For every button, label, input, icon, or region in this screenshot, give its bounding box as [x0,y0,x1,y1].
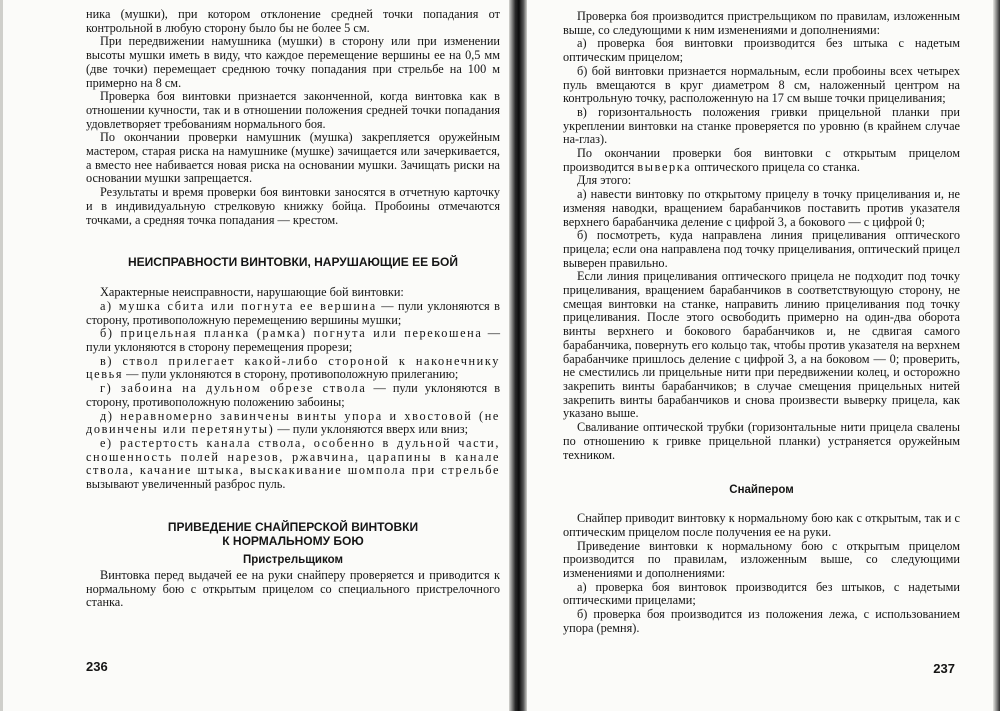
list-item-text: — пули уклоняются в сторону, противоположную положению забоины; [86,381,500,409]
list-item: б) бой винтовки признается нормальным, если пробоины всех четырех пуль вмещаются в круг диаметром 8 см, наложенный центром на контрольную точку, расположенную на 17 см выше точки прицеливания; [563,63,960,106]
paragraph: ника (мушки), при котором отклонение средней точки попадания от контрольной в любую сторону было бы не более 5 см. [86,7,500,35]
spaced-text: е) растертость канала ствола, особенно в дульной части, сношенность полей нарезов, ржавчина, царапины в канале ствола, качание штыка, выскакивание шомпола при стрельбе [86,435,500,478]
right-page [525,0,1000,711]
list-item: а) навести винтовку по открытому прицелу в точку прицеливания и, не изменяя наводки, вращением барабанчиков поставить против указателя верхнего барабанчика деление с цифрой 3, а бокового — с цифрой 0; [563,187,960,229]
list-item [86,327,500,354]
list-item: а) проверка боя винтовок производится без штыков, с надетыми оптическими прицелами; [563,579,960,608]
paragraph-text: оптического прицела со станка. [691,159,860,174]
paragraph: Сваливание оптической трубки (горизонтальные нити прицела свалены по отношению к гривке прицельной планки) устраняется оружейным техником. [563,420,960,462]
list-item: а) проверка боя винтовки производится без штыка с надетым оптическим прицелом; [563,36,960,65]
list-item-text: вызывают увеличенный разброс пуль. [86,477,286,492]
paragraph: Приведение винтовки к нормальному бою с открытым прицелом производится по правилам, изложенным выше, со следующими изменениями и дополнениями: [563,538,960,581]
paragraph: Характерные неисправности, нарушающие бой винтовки: [100,285,404,300]
paragraph: Проверка боя винтовки признается законченной, когда винтовка как в отношении кучности, так и в отношении положения средней точки попадания удовлетворяет требованиям нормального боя. [86,89,500,131]
list-item-text: — пули уклоняются в сторону, противоположную перемещению вершины мушки; [86,298,500,327]
paragraph: Проверка боя производится пристрельщиком по правилам, изложенным выше, со следующими к ним изменениями и дополнениями: [563,9,960,37]
section-heading-sniper: ПРИВЕДЕНИЕ СНАЙПЕРСКОЙ ВИНТОВКИ [167,519,419,534]
paragraph: Для этого: [577,173,632,188]
page-edge-right [993,0,1000,711]
list-item [86,382,500,409]
paragraph: Результаты и время проверки боя винтовки заносятся в отчетную карточку и в индивидуальную стрелковую книжку бойца. Пробоины отмечаются точками, а средняя точка попадания — крестом. [86,185,500,227]
subheading-sniper: Снайпером [729,484,794,497]
list-item-text: — пули уклоняются в сторону перемещения прорези; [86,326,500,355]
spaced-text: д) неравномерно завинчены винты упора и хвостовой (не довинчены или перетянуты) [86,408,500,437]
spaced-text: б) прицельная планка (рамка) погнута или перекошена [100,326,483,341]
list-item [86,437,500,492]
paragraph: Если линия прицеливания оптического прицела не подходит под точку прицеливания, вращением барабанчиков в соответствующую сторону, не смещая винтовки на станке, направить линию прицеливания под точку прицеливания. После этого освободить примерно на один-два оборота винты верхнего и бокового барабанчиков и, не сдвигая самого барабанчика, повернуть его кольцо так, чтобы против указателя на верхнем барабанчике пришлось деление с цифрой 3, а на боковом — 0; проверить, не сместились ли прицельные нити при передвижении колец, и осторожно закрепить винты барабанчиков; в случае смещения прицельных нитей закрепить винты барабанчиков и снова произвести выверку прицела, как указано выше. [563,269,960,421]
spaced-text: г) забоина на дульном обрезе ствола [100,381,367,396]
list-item [86,300,500,327]
list-item-text: — пули уклоняются вверх или вниз; [274,422,469,437]
section-heading-faults: НЕИСПРАВНОСТИ ВИНТОВКИ, НАРУШАЮЩИЕ ЕЕ БОЙ [128,255,458,270]
paragraph: Снайпер приводит винтовку к нормальному бою как с открытым, так и с оптическим прицелом после получения ее на руки. [563,511,960,539]
paragraph-text: По окончании проверки боя винтовки с открытым прицелом производится [563,146,960,174]
page-number: 236 [86,659,108,674]
list-item [86,410,500,437]
spaced-text: выверка [637,159,692,174]
paragraph: По окончании проверки намушник (мушка) закрепляется оружейным мастером, старая риска на намушнике (мушке) зачищается или зачеркивается, а вместо нее набивается новая риска на основании мушки. Зачищать риски на основании мушки запрещается. [86,130,500,186]
subheading-shooter: Пристрельщиком [243,553,343,566]
paragraph: Винтовка перед выдачей ее на руки снайперу проверяется и приводится к нормальному бою с открытым прицелом со специального пристрелочного станка. [86,567,500,610]
list-item: в) горизонтальность положения гривки прицельной планки при укреплении винтовки на станке проверяется по уровню (в крайнем случае на-глаз). [563,104,960,147]
spaced-text: а) мушка сбита или погнута ее вершина [100,298,377,313]
list-item [86,355,500,382]
spaced-text: в) ствол прилегает какой-либо стороной к наконечнику цевья [86,353,500,382]
paragraph: При передвижении намушника (мушки) в сторону или при изменении высоты мушки иметь в виду, что каждое перемещение вершины ее на 0,5 мм (две точки) перемещает среднюю точку попадания при стрельбе на 100 м примерно на 8 см. [86,34,500,90]
list-item: б) проверка боя производится из положения лежа, с использованием упора (ремня). [563,607,960,635]
list-item-text: — пули уклоняются в сторону, противоположную прилеганию; [123,367,459,382]
section-heading-sniper-line-2: К НОРМАЛЬНОМУ БОЮ [222,533,364,548]
page-number: 237 [933,661,955,676]
paragraph [563,147,960,174]
list-item: б) посмотреть, куда направлена линия прицеливания оптического прицела; если она направлена под точку прицеливания, оптический прицел выверен правильно. [563,228,960,270]
